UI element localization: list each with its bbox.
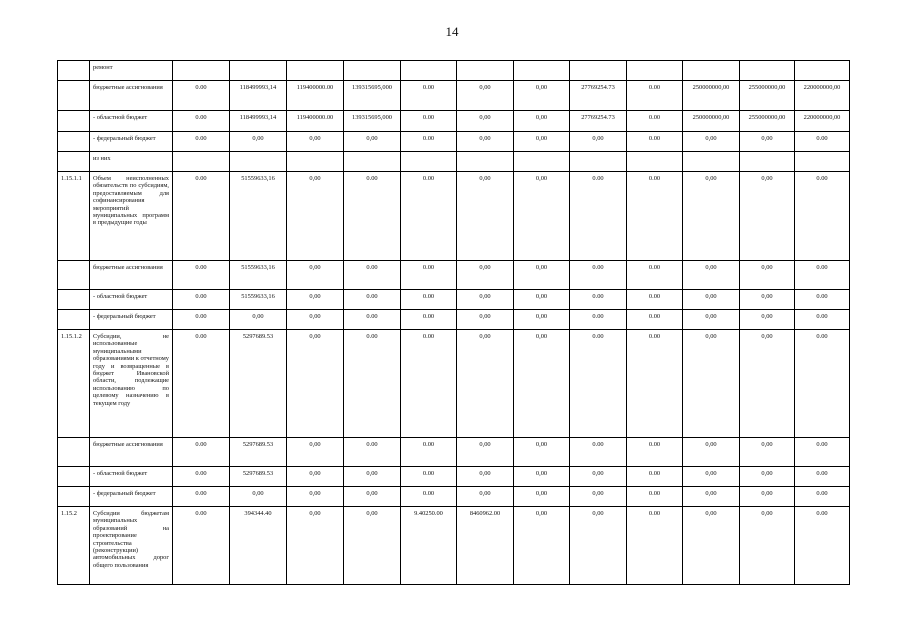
value-cell (683, 152, 740, 172)
value-cell: 0.00 (627, 132, 683, 152)
row-label: Объем неисполненных обязательств по субсидиям, предоставляемым для софинансирования мероприятий муниципальных программ в предыдущие годы (90, 172, 173, 261)
value-cell: 0,00 (683, 132, 740, 152)
value-cell: 0,00 (570, 487, 627, 507)
value-cell: 0,00 (457, 111, 514, 132)
value-cell: 5297689.53 (230, 330, 287, 438)
row-label: бюджетные ассигнования (90, 438, 173, 467)
row-label: бюджетные ассигнования (90, 261, 173, 290)
value-cell: 0,00 (514, 330, 570, 438)
value-cell: 0,00 (683, 290, 740, 310)
value-cell: 0.00 (570, 261, 627, 290)
row-label: - федеральный бюджет (90, 487, 173, 507)
value-cell: 0,00 (514, 172, 570, 261)
value-cell: 0,00 (457, 172, 514, 261)
row-label: бюджетные ассигнования (90, 81, 173, 111)
table-row (58, 310, 850, 330)
value-cell (570, 152, 627, 172)
value-cell: 0.00 (627, 438, 683, 467)
value-cell: 220000000,00 (795, 81, 850, 111)
value-cell: 0,00 (287, 507, 344, 585)
value-cell: 0.00 (344, 290, 401, 310)
value-cell (627, 61, 683, 81)
value-cell: 250000000,00 (683, 81, 740, 111)
value-cell: 118499993,14 (230, 111, 287, 132)
value-cell: 0.00 (173, 487, 230, 507)
value-cell: 0.00 (173, 310, 230, 330)
value-cell: 0.00 (795, 261, 850, 290)
value-cell: 0,00 (344, 487, 401, 507)
value-cell: 0.00 (627, 330, 683, 438)
row-label: из них (90, 152, 173, 172)
value-cell (514, 152, 570, 172)
row-code (58, 132, 90, 152)
row-code (58, 152, 90, 172)
value-cell: 0,00 (287, 290, 344, 310)
value-cell: 0.00 (401, 132, 457, 152)
value-cell: 0,00 (683, 330, 740, 438)
row-code (58, 290, 90, 310)
row-label: - федеральный бюджет (90, 132, 173, 152)
value-cell: 0.00 (173, 81, 230, 111)
value-cell: 0,00 (570, 507, 627, 585)
table-row (58, 61, 850, 81)
value-cell: 0,00 (570, 132, 627, 152)
row-code (58, 61, 90, 81)
value-cell: 0,00 (457, 290, 514, 310)
value-cell: 0,00 (514, 261, 570, 290)
value-cell: 0,00 (344, 507, 401, 585)
value-cell: 0,00 (683, 507, 740, 585)
value-cell: 0.00 (173, 438, 230, 467)
value-cell: 0.00 (401, 310, 457, 330)
value-cell: 0,00 (287, 310, 344, 330)
value-cell: 0,00 (740, 467, 795, 487)
value-cell: 0.00 (173, 132, 230, 152)
row-label: Субсидии, не использованные муниципальными образованиями к отчетному году и возвращенные в бюджет Ивановской области, подлежащие использованию по целевому назначению в текущем году (90, 330, 173, 438)
value-cell: 0,00 (287, 261, 344, 290)
value-cell: 0,00 (740, 330, 795, 438)
table-row (58, 81, 850, 111)
value-cell (344, 152, 401, 172)
value-cell: 0.00 (344, 438, 401, 467)
value-cell: 51559633,16 (230, 261, 287, 290)
value-cell: 255000000,00 (740, 111, 795, 132)
value-cell (230, 61, 287, 81)
value-cell: 0,00 (683, 467, 740, 487)
value-cell: 0.00 (795, 330, 850, 438)
value-cell: 0.00 (795, 467, 850, 487)
value-cell: 0.00 (344, 172, 401, 261)
value-cell: 8460962.00 (457, 507, 514, 585)
value-cell: 0,00 (287, 330, 344, 438)
value-cell: 27769254.73 (570, 111, 627, 132)
value-cell: 139315695,000 (344, 81, 401, 111)
value-cell: 0,00 (287, 438, 344, 467)
value-cell: 0,00 (344, 467, 401, 487)
table-row (58, 330, 850, 438)
value-cell: 0.00 (173, 172, 230, 261)
value-cell: 0,00 (740, 261, 795, 290)
table-row (58, 487, 850, 507)
value-cell (287, 152, 344, 172)
value-cell: 0,00 (514, 467, 570, 487)
value-cell: 0.00 (173, 330, 230, 438)
value-cell: 0,00 (344, 132, 401, 152)
value-cell: 0.00 (795, 132, 850, 152)
value-cell: 139315695,000 (344, 111, 401, 132)
value-cell: 0.00 (344, 261, 401, 290)
value-cell (740, 152, 795, 172)
value-cell: 0,00 (740, 438, 795, 467)
table-row (58, 152, 850, 172)
value-cell: 0.00 (627, 467, 683, 487)
budget-table (57, 60, 850, 585)
value-cell: 0.00 (795, 172, 850, 261)
value-cell (570, 61, 627, 81)
value-cell (514, 61, 570, 81)
value-cell: 0,00 (740, 507, 795, 585)
table-row (58, 111, 850, 132)
value-cell (401, 61, 457, 81)
value-cell: 0,00 (740, 310, 795, 330)
value-cell: 119400000.00 (287, 81, 344, 111)
value-cell: 0.00 (795, 438, 850, 467)
value-cell (173, 152, 230, 172)
value-cell: 0,00 (514, 487, 570, 507)
value-cell: 0,00 (230, 132, 287, 152)
value-cell: 0.00 (627, 290, 683, 310)
row-code (58, 310, 90, 330)
value-cell: 0,00 (287, 132, 344, 152)
value-cell: 0,00 (457, 438, 514, 467)
value-cell: 0,00 (287, 487, 344, 507)
value-cell: 0.00 (570, 172, 627, 261)
value-cell: 250000000,00 (683, 111, 740, 132)
value-cell: 0.00 (627, 487, 683, 507)
table-row (58, 132, 850, 152)
value-cell: 0,00 (457, 330, 514, 438)
value-cell: 0,00 (683, 261, 740, 290)
value-cell: 0,00 (230, 487, 287, 507)
value-cell: 0.00 (344, 330, 401, 438)
value-cell: 0,00 (457, 81, 514, 111)
row-code: 1.15.2 (58, 507, 90, 585)
value-cell (287, 61, 344, 81)
value-cell: 0,00 (514, 81, 570, 111)
row-code (58, 261, 90, 290)
value-cell: 0.00 (627, 81, 683, 111)
value-cell: 0,00 (457, 132, 514, 152)
value-cell (795, 152, 850, 172)
value-cell: 0,00 (683, 310, 740, 330)
value-cell: 0.00 (795, 310, 850, 330)
value-cell: 27769254.73 (570, 81, 627, 111)
value-cell: 0.00 (627, 310, 683, 330)
value-cell: 0,00 (683, 172, 740, 261)
table-row (58, 467, 850, 487)
value-cell: 0,00 (514, 111, 570, 132)
value-cell: 0.00 (401, 261, 457, 290)
value-cell (230, 152, 287, 172)
value-cell: 0.00 (795, 290, 850, 310)
value-cell: 0.00 (401, 438, 457, 467)
value-cell: 118499993,14 (230, 81, 287, 111)
row-label: ремонт (90, 61, 173, 81)
value-cell: 0.00 (795, 507, 850, 585)
value-cell (173, 61, 230, 81)
value-cell: 0.00 (795, 487, 850, 507)
row-label: - областной бюджет (90, 290, 173, 310)
value-cell: 0,00 (740, 290, 795, 310)
value-cell: 0.00 (173, 261, 230, 290)
value-cell: 0,00 (514, 310, 570, 330)
value-cell: 0.00 (173, 467, 230, 487)
row-code (58, 487, 90, 507)
value-cell: 0,00 (740, 172, 795, 261)
value-cell (627, 152, 683, 172)
row-code (58, 438, 90, 467)
value-cell: 220000000,00 (795, 111, 850, 132)
value-cell: 0.00 (401, 330, 457, 438)
table-row (58, 438, 850, 467)
value-cell: 0.00 (401, 290, 457, 310)
value-cell (457, 152, 514, 172)
value-cell: 0,00 (740, 487, 795, 507)
value-cell: 119400000.00 (287, 111, 344, 132)
value-cell: 0,00 (457, 261, 514, 290)
value-cell (344, 61, 401, 81)
row-label: - областной бюджет (90, 111, 173, 132)
value-cell: 0,00 (570, 467, 627, 487)
value-cell: 0.00 (173, 111, 230, 132)
value-cell: 0,00 (287, 172, 344, 261)
value-cell: 0.00 (627, 111, 683, 132)
value-cell: 0,00 (287, 467, 344, 487)
row-code (58, 467, 90, 487)
row-label: - федеральный бюджет (90, 310, 173, 330)
table-row (58, 290, 850, 310)
value-cell: 0.00 (401, 81, 457, 111)
table-row (58, 507, 850, 585)
value-cell (401, 152, 457, 172)
value-cell: 0.00 (401, 487, 457, 507)
value-cell: 0,00 (514, 438, 570, 467)
value-cell: 0,00 (740, 132, 795, 152)
value-cell: 9.40250.00 (401, 507, 457, 585)
value-cell: 0,00 (457, 487, 514, 507)
value-cell: 0.00 (570, 290, 627, 310)
value-cell: 0.00 (401, 467, 457, 487)
value-cell: 0.00 (570, 310, 627, 330)
value-cell: 0.00 (173, 507, 230, 585)
value-cell: 0,00 (457, 310, 514, 330)
value-cell: 0.00 (627, 261, 683, 290)
value-cell: 0,00 (514, 290, 570, 310)
row-code: 1.15.1.2 (58, 330, 90, 438)
table-row (58, 261, 850, 290)
value-cell: 394344.40 (230, 507, 287, 585)
value-cell: 51559633,16 (230, 290, 287, 310)
value-cell (457, 61, 514, 81)
value-cell: 0.00 (570, 438, 627, 467)
row-label: Субсидии бюджетам муниципальных образований на проектирование строительства (реконструкции) автомобильных дорог общего пользования (90, 507, 173, 585)
value-cell: 0.00 (401, 172, 457, 261)
row-code (58, 111, 90, 132)
value-cell: 0,00 (514, 507, 570, 585)
value-cell: 0.00 (173, 290, 230, 310)
value-cell: 0,00 (683, 438, 740, 467)
value-cell: 0,00 (683, 487, 740, 507)
value-cell: 0,00 (457, 467, 514, 487)
row-code (58, 81, 90, 111)
value-cell: 0.00 (344, 310, 401, 330)
value-cell: 0.00 (570, 330, 627, 438)
value-cell: 255000000,00 (740, 81, 795, 111)
value-cell: 51559633,16 (230, 172, 287, 261)
value-cell: 0,00 (230, 310, 287, 330)
value-cell: 5297689.53 (230, 467, 287, 487)
value-cell (683, 61, 740, 81)
value-cell: 5297689.53 (230, 438, 287, 467)
value-cell: 0.00 (627, 172, 683, 261)
row-label: - областной бюджет (90, 467, 173, 487)
page-number: 14 (445, 24, 459, 39)
row-code: 1.15.1.1 (58, 172, 90, 261)
value-cell: 0.00 (627, 507, 683, 585)
value-cell: 0.00 (401, 111, 457, 132)
value-cell (795, 61, 850, 81)
value-cell: 0,00 (514, 132, 570, 152)
table-row (58, 172, 850, 261)
value-cell (740, 61, 795, 81)
